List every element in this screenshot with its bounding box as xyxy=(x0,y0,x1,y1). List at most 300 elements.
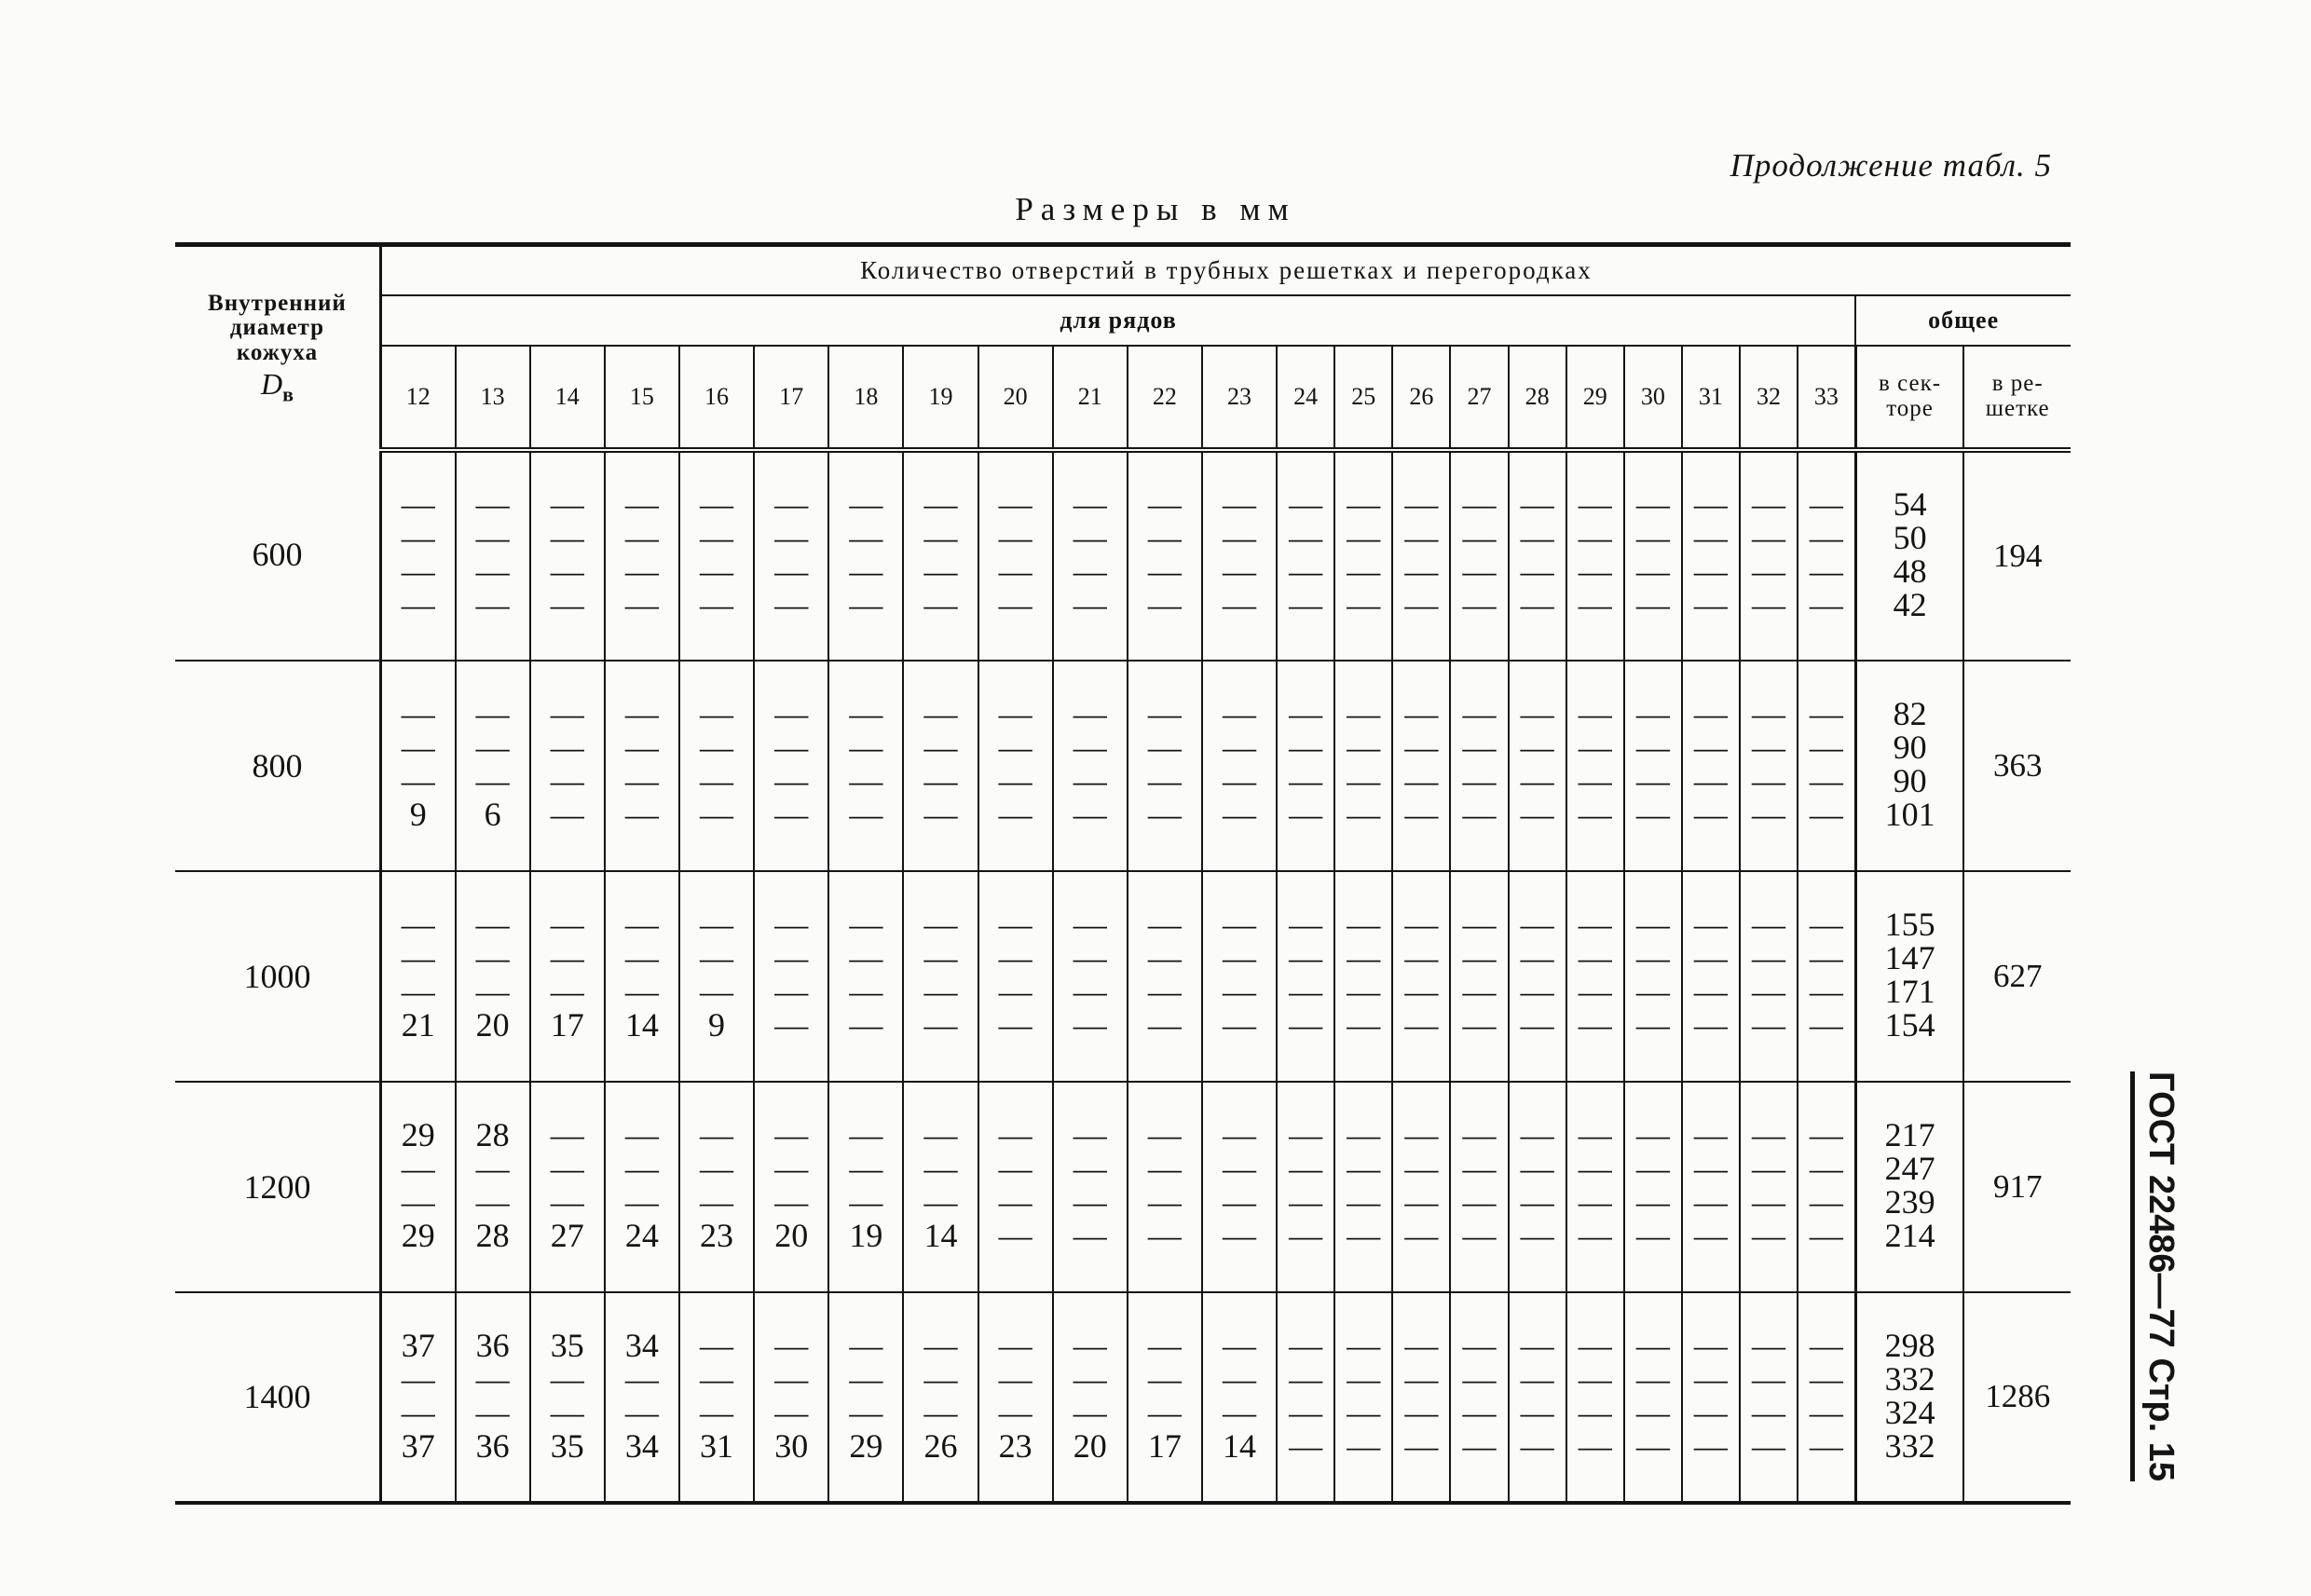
holes-value: — xyxy=(624,906,659,943)
holes-cell xyxy=(1053,1082,1128,1292)
holes-value: — xyxy=(1073,485,1107,523)
holes-cell xyxy=(1740,661,1798,871)
holes-value: — xyxy=(1147,1217,1182,1254)
holes-value: — xyxy=(1635,1150,1670,1187)
holes-value: — xyxy=(1752,1116,1786,1153)
holes-cell xyxy=(1682,871,1740,1082)
holes-value: — xyxy=(774,906,809,943)
holes-value: 23 xyxy=(700,1217,734,1254)
holes-value: — xyxy=(1752,1183,1786,1221)
holes-cell xyxy=(1624,450,1682,661)
holes-value: — xyxy=(1289,1183,1323,1221)
holes-table xyxy=(175,242,2071,1505)
holes-value: — xyxy=(923,939,958,976)
holes-value: — xyxy=(1635,1217,1670,1254)
holes-value: — xyxy=(700,729,734,766)
holes-value: — xyxy=(624,695,659,732)
holes-value: — xyxy=(1347,762,1381,799)
holes-value: — xyxy=(1147,906,1182,943)
holes-value: — xyxy=(849,906,883,943)
holes-value: — xyxy=(401,586,435,623)
holes-value: — xyxy=(1147,586,1182,623)
holes-value: — xyxy=(1752,1150,1786,1187)
holes-value: — xyxy=(1223,1006,1257,1044)
holes-value: — xyxy=(700,519,734,556)
sector-value: 50 xyxy=(1893,519,1927,556)
holes-value: — xyxy=(1578,1116,1612,1153)
holes-value: — xyxy=(1578,762,1612,799)
holes-value: 17 xyxy=(1147,1426,1182,1465)
holes-value: — xyxy=(1289,1393,1323,1431)
holes-value: — xyxy=(624,519,659,556)
holes-value: — xyxy=(1752,1326,1786,1364)
holes-value: — xyxy=(1809,1150,1843,1187)
holes-value: — xyxy=(1147,1326,1182,1364)
holes-value: — xyxy=(1073,906,1107,943)
holes-value: — xyxy=(774,939,809,976)
page-footer-vertical xyxy=(2130,1071,2181,1482)
holes-value: — xyxy=(774,1393,809,1431)
holes-value: — xyxy=(923,796,958,833)
holes-value: — xyxy=(401,973,435,1010)
diameter-cell: 1000 xyxy=(175,871,380,1082)
row-number-header: 17 xyxy=(754,346,828,450)
row-number-header: 30 xyxy=(1624,346,1682,450)
holes-value: — xyxy=(1073,1359,1107,1398)
holes-value: — xyxy=(1809,796,1843,833)
holes-value: — xyxy=(1635,552,1670,590)
holes-value: — xyxy=(998,796,1032,833)
holes-value: — xyxy=(1635,1426,1670,1465)
holes-value: — xyxy=(1752,906,1786,943)
holes-value: — xyxy=(1693,939,1728,976)
holes-value: — xyxy=(1520,1326,1554,1364)
holes-value: — xyxy=(1462,519,1497,556)
holes-cell xyxy=(1624,871,1682,1082)
holes-value: — xyxy=(1809,1116,1843,1153)
holes-cell xyxy=(679,450,754,661)
holes-value: — xyxy=(1462,939,1497,976)
holes-value: — xyxy=(1223,796,1257,833)
holes-value: — xyxy=(1147,796,1182,833)
holes-value: — xyxy=(998,1217,1032,1254)
holes-value: — xyxy=(1147,1183,1182,1221)
holes-value: — xyxy=(1520,1006,1554,1044)
holes-value: — xyxy=(923,973,958,1010)
holes-cell xyxy=(828,1292,903,1503)
holes-value: — xyxy=(1635,973,1670,1010)
holes-value: — xyxy=(1223,939,1257,976)
holes-value: — xyxy=(1809,906,1843,943)
holes-value: — xyxy=(1223,1326,1257,1364)
holes-value: — xyxy=(1347,1006,1381,1044)
holes-value: 14 xyxy=(1223,1426,1257,1465)
holes-cell xyxy=(605,1292,679,1503)
holes-value: — xyxy=(1223,485,1257,523)
sector-value: 154 xyxy=(1884,1006,1935,1044)
sector-value: 82 xyxy=(1893,695,1927,732)
holes-value: — xyxy=(550,519,584,556)
holes-value: — xyxy=(1404,1150,1439,1187)
holes-value: — xyxy=(1693,973,1728,1010)
holes-value: — xyxy=(1462,1393,1497,1431)
holes-value: — xyxy=(923,1183,958,1221)
holes-cell xyxy=(903,661,978,871)
holes-value: — xyxy=(624,1183,659,1221)
holes-value: — xyxy=(1147,1150,1182,1187)
row-number-header: 23 xyxy=(1202,346,1277,450)
holes-value: — xyxy=(1520,1150,1554,1187)
holes-value: — xyxy=(774,729,809,766)
holes-value: — xyxy=(475,695,510,732)
holes-value: — xyxy=(1223,729,1257,766)
holes-value: — xyxy=(1289,586,1323,623)
holes-value: — xyxy=(550,796,584,833)
holes-value: — xyxy=(1147,695,1182,732)
holes-value: — xyxy=(1520,485,1554,523)
holes-value: — xyxy=(624,762,659,799)
holes-value: — xyxy=(1073,1116,1107,1153)
holes-value: — xyxy=(774,762,809,799)
holes-cell xyxy=(1202,1082,1277,1292)
holes-value: — xyxy=(401,519,435,556)
holes-value: 36 xyxy=(475,1426,510,1465)
holes-value: — xyxy=(1289,973,1323,1010)
holes-cell xyxy=(978,450,1053,661)
holes-value: — xyxy=(849,796,883,833)
holes-value: — xyxy=(475,939,510,976)
holes-cell xyxy=(1740,1082,1798,1292)
holes-cell xyxy=(1334,450,1392,661)
holes-value: — xyxy=(1462,796,1497,833)
holes-value: — xyxy=(1462,695,1497,732)
holes-value: — xyxy=(1073,1006,1107,1044)
holes-cell xyxy=(530,871,605,1082)
holes-cell xyxy=(530,1082,605,1292)
holes-value: — xyxy=(700,906,734,943)
holes-cell xyxy=(1566,661,1624,871)
diameter-cell: 1200 xyxy=(175,1082,380,1292)
diameter-cell: 1400 xyxy=(175,1292,380,1503)
holes-value: — xyxy=(1347,796,1381,833)
sector-value: 42 xyxy=(1893,586,1927,623)
holes-value: — xyxy=(1347,1217,1381,1254)
holes-value: — xyxy=(1693,485,1728,523)
holes-cell xyxy=(605,450,679,661)
holes-value: — xyxy=(1578,1326,1612,1364)
holes-value: — xyxy=(1809,485,1843,523)
row-number-header: 12 xyxy=(380,346,455,450)
holes-value: — xyxy=(1462,1359,1497,1398)
holes-value: — xyxy=(1578,729,1612,766)
continuation-title: Продолжение табл. 5 xyxy=(1730,147,2052,184)
holes-value: — xyxy=(1147,519,1182,556)
holes-value: 26 xyxy=(923,1426,958,1465)
holes-value: — xyxy=(1578,1393,1612,1431)
holes-value: — xyxy=(401,485,435,523)
holes-value: — xyxy=(849,1183,883,1221)
holes-value: — xyxy=(1147,939,1182,976)
holes-value: — xyxy=(1223,906,1257,943)
holes-cell xyxy=(1277,450,1334,661)
holes-value: — xyxy=(401,939,435,976)
holes-cell xyxy=(754,450,828,661)
holes-value: — xyxy=(998,762,1032,799)
holes-value: — xyxy=(774,1326,809,1364)
holes-value: — xyxy=(1347,485,1381,523)
holes-cell xyxy=(1450,1082,1508,1292)
rows-header: для рядов xyxy=(380,295,1855,346)
holes-cell xyxy=(380,871,455,1082)
holes-value: — xyxy=(1752,1359,1786,1398)
holes-value: — xyxy=(1635,762,1670,799)
row-number-header: 33 xyxy=(1798,346,1855,450)
holes-cell xyxy=(1334,871,1392,1082)
holes-value: — xyxy=(475,729,510,766)
holes-cell xyxy=(1202,661,1277,871)
diameter-cell: 800 xyxy=(175,661,380,871)
holes-value: — xyxy=(1404,1326,1439,1364)
holes-value: — xyxy=(1693,1326,1728,1364)
holes-value: — xyxy=(1404,1393,1439,1431)
holes-value: — xyxy=(1289,519,1323,556)
holes-value: — xyxy=(923,552,958,590)
holes-value: — xyxy=(1752,762,1786,799)
holes-value: — xyxy=(998,485,1032,523)
holes-value: — xyxy=(1404,796,1439,833)
sector-value: 332 xyxy=(1884,1426,1935,1465)
holes-value: — xyxy=(774,1116,809,1153)
holes-cell xyxy=(1509,450,1566,661)
row-number-header: 25 xyxy=(1334,346,1392,450)
holes-value: 20 xyxy=(1073,1426,1107,1465)
holes-value: — xyxy=(1289,939,1323,976)
holes-value: — xyxy=(1693,519,1728,556)
row-number-header: 29 xyxy=(1566,346,1624,450)
holes-cell xyxy=(1450,1292,1508,1503)
holes-value: — xyxy=(1693,1426,1728,1465)
holes-value: — xyxy=(1520,973,1554,1010)
holes-cell xyxy=(1334,1292,1392,1503)
total-header: общее xyxy=(1855,295,2071,346)
table-row xyxy=(175,661,2071,871)
holes-value: — xyxy=(1289,695,1323,732)
holes-value: 9 xyxy=(409,796,427,833)
holes-value: — xyxy=(1635,586,1670,623)
holes-value: — xyxy=(1404,586,1439,623)
holes-value: — xyxy=(1289,1150,1323,1187)
holes-value: — xyxy=(774,1006,809,1044)
holes-value: — xyxy=(1404,762,1439,799)
holes-value: — xyxy=(1147,1006,1182,1044)
holes-cell xyxy=(828,661,903,871)
holes-value: — xyxy=(1809,552,1843,590)
holes-cell xyxy=(1128,661,1202,871)
holes-value: — xyxy=(1404,973,1439,1010)
holes-value: — xyxy=(1347,586,1381,623)
holes-value: — xyxy=(1462,1326,1497,1364)
holes-value: — xyxy=(1809,1426,1843,1465)
holes-cell xyxy=(1509,1292,1566,1503)
holes-value: — xyxy=(1073,762,1107,799)
holes-header: Количество отверстий в трубных решетках и перегородках xyxy=(380,245,2071,295)
holes-cell xyxy=(1202,450,1277,661)
holes-cell xyxy=(456,1292,530,1503)
holes-cell xyxy=(754,1292,828,1503)
holes-value: — xyxy=(1752,586,1786,623)
holes-value: — xyxy=(1752,939,1786,976)
holes-cell xyxy=(1740,1292,1798,1503)
holes-value: — xyxy=(849,519,883,556)
sector-value: 54 xyxy=(1893,485,1927,523)
holes-value: — xyxy=(1147,485,1182,523)
holes-value: — xyxy=(1752,485,1786,523)
row-number-header: 14 xyxy=(530,346,605,450)
holes-value: — xyxy=(1693,1006,1728,1044)
holes-value: — xyxy=(1809,729,1843,766)
holes-value: — xyxy=(1462,552,1497,590)
holes-value: — xyxy=(1693,586,1728,623)
holes-value: — xyxy=(624,1116,659,1153)
holes-value: 29 xyxy=(401,1116,435,1153)
holes-value: — xyxy=(1073,586,1107,623)
table-row xyxy=(175,1292,2071,1503)
holes-cell xyxy=(1202,1292,1277,1503)
holes-cell xyxy=(530,1292,605,1503)
holes-cell xyxy=(1053,661,1128,871)
holes-value: — xyxy=(1073,973,1107,1010)
holes-cell xyxy=(1798,661,1855,871)
in-grid-cell: 194 xyxy=(1963,450,2071,661)
holes-value: — xyxy=(1693,1393,1728,1431)
holes-cell xyxy=(530,661,605,871)
holes-value: 6 xyxy=(484,796,501,833)
holes-value: — xyxy=(1223,973,1257,1010)
holes-value: — xyxy=(1578,1426,1612,1465)
holes-value: 34 xyxy=(624,1426,659,1465)
holes-cell xyxy=(1509,871,1566,1082)
holes-value: — xyxy=(550,1116,584,1153)
holes-value: — xyxy=(1147,973,1182,1010)
holes-value: — xyxy=(923,1326,958,1364)
holes-value: — xyxy=(1578,1183,1612,1221)
holes-value: — xyxy=(624,973,659,1010)
holes-value: — xyxy=(700,1183,734,1221)
holes-cell xyxy=(1392,450,1450,661)
holes-value: — xyxy=(998,1006,1032,1044)
holes-cell xyxy=(1624,1082,1682,1292)
holes-cell xyxy=(1624,1292,1682,1503)
holes-value: 23 xyxy=(998,1426,1032,1465)
holes-value: 37 xyxy=(401,1326,435,1364)
holes-value: — xyxy=(1520,939,1554,976)
holes-value: — xyxy=(1693,729,1728,766)
holes-value: — xyxy=(1520,1217,1554,1254)
holes-value: — xyxy=(401,552,435,590)
holes-value: — xyxy=(1520,729,1554,766)
row-number-header: 27 xyxy=(1450,346,1508,450)
diameter-symbol: $D_в$ xyxy=(260,366,294,406)
holes-value: — xyxy=(1147,729,1182,766)
holes-cell xyxy=(903,1292,978,1503)
holes-cell xyxy=(456,871,530,1082)
holes-cell xyxy=(978,1082,1053,1292)
holes-cell xyxy=(1682,1292,1740,1503)
holes-value: — xyxy=(1809,973,1843,1010)
holes-value: — xyxy=(1635,1359,1670,1398)
holes-cell xyxy=(828,1082,903,1292)
holes-value: — xyxy=(1073,552,1107,590)
holes-value: 24 xyxy=(624,1217,659,1254)
holes-value: — xyxy=(1635,939,1670,976)
sector-value: 239 xyxy=(1884,1183,1935,1221)
sector-value: 214 xyxy=(1884,1217,1935,1254)
row-number-header: 31 xyxy=(1682,346,1740,450)
holes-value: — xyxy=(1347,1183,1381,1221)
holes-value: — xyxy=(1693,1359,1728,1398)
holes-value: 29 xyxy=(401,1217,435,1254)
holes-cell xyxy=(1450,450,1508,661)
holes-cell xyxy=(1566,1082,1624,1292)
holes-value: — xyxy=(774,973,809,1010)
row-number-header: 22 xyxy=(1128,346,1202,450)
holes-value: — xyxy=(700,1326,734,1364)
holes-value: — xyxy=(1578,1359,1612,1398)
holes-value: — xyxy=(550,939,584,976)
holes-cell xyxy=(1798,871,1855,1082)
holes-value: — xyxy=(1347,973,1381,1010)
holes-cell xyxy=(456,1082,530,1292)
holes-value: — xyxy=(700,1359,734,1398)
holes-value: — xyxy=(1223,1150,1257,1187)
units-title: Размеры в мм xyxy=(1015,191,1296,227)
holes-value: — xyxy=(1520,1426,1554,1465)
sector-value: 90 xyxy=(1893,762,1927,799)
holes-cell xyxy=(1277,1082,1334,1292)
holes-value: — xyxy=(1347,1116,1381,1153)
holes-value: — xyxy=(774,695,809,732)
sector-value: 101 xyxy=(1884,796,1935,833)
diameter-header xyxy=(175,245,380,450)
holes-value: — xyxy=(1693,1116,1728,1153)
holes-value: — xyxy=(1752,1006,1786,1044)
holes-cell xyxy=(903,871,978,1082)
holes-value: — xyxy=(1347,1150,1381,1187)
holes-value: — xyxy=(1520,1116,1554,1153)
holes-value: — xyxy=(624,485,659,523)
holes-value: 27 xyxy=(550,1217,584,1254)
holes-value: 28 xyxy=(475,1116,510,1153)
holes-value: 29 xyxy=(849,1426,883,1465)
holes-value: — xyxy=(550,695,584,732)
holes-value: — xyxy=(1578,1150,1612,1187)
holes-value: — xyxy=(1462,1116,1497,1153)
table-row xyxy=(175,450,2071,661)
holes-cell xyxy=(1450,661,1508,871)
holes-value: — xyxy=(998,973,1032,1010)
holes-value: — xyxy=(849,1116,883,1153)
holes-value: — xyxy=(1635,1393,1670,1431)
in-grid-cell: 1286 xyxy=(1963,1292,2071,1503)
holes-value: — xyxy=(1809,1006,1843,1044)
holes-cell xyxy=(1798,1082,1855,1292)
holes-value: 20 xyxy=(774,1217,809,1254)
holes-value: — xyxy=(849,1006,883,1044)
holes-value: — xyxy=(1809,1359,1843,1398)
holes-value: — xyxy=(700,973,734,1010)
holes-cell xyxy=(1392,661,1450,871)
holes-value: — xyxy=(1289,1426,1323,1465)
